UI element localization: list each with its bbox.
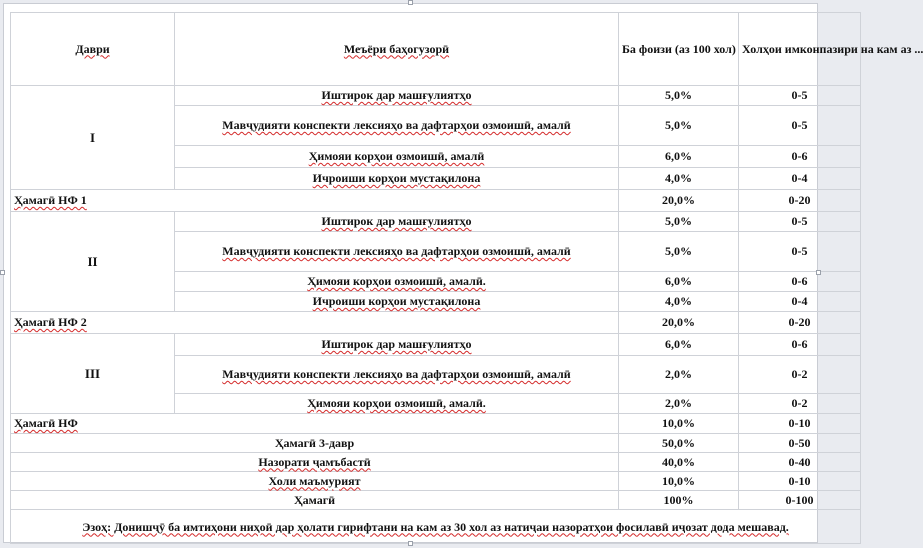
document-frame bbox=[3, 3, 923, 543]
percent-cell: 100% bbox=[619, 491, 739, 510]
points-cell: 0-100 bbox=[739, 491, 861, 510]
percent-cell: 20,0% bbox=[619, 190, 739, 212]
percent-cell: 5,0% bbox=[619, 86, 739, 106]
percent-cell: 5,0% bbox=[619, 212, 739, 232]
subtotal-row bbox=[11, 414, 861, 434]
percent-cell: 5,0% bbox=[619, 106, 739, 146]
points-cell: 0-10 bbox=[739, 472, 861, 491]
table-row bbox=[11, 86, 861, 106]
points-cell: 0-5 bbox=[739, 86, 861, 106]
points-cell: 0-6 bbox=[739, 146, 861, 168]
points-cell: 0-50 bbox=[739, 434, 861, 453]
points-cell: 0-5 bbox=[739, 212, 861, 232]
points-cell: 0-6 bbox=[739, 272, 861, 292]
points-cell: 0-2 bbox=[739, 394, 861, 414]
criteria-cell: Ҳимояи корҳои озмоишӣ, амалӣ. bbox=[175, 272, 619, 292]
points-cell: 0-4 bbox=[739, 168, 861, 190]
criteria-cell: Мавҷудияти конспекти лексияҳо ва дафтарҳои озмоишӣ, амалӣ bbox=[175, 232, 619, 272]
percent-cell: 10,0% bbox=[619, 472, 739, 491]
percent-cell: 40,0% bbox=[619, 453, 739, 472]
criteria-cell: Ҳимояи корҳои озмоишӣ, амалӣ. bbox=[175, 394, 619, 414]
summary-row bbox=[11, 453, 861, 472]
percent-cell: 20,0% bbox=[619, 312, 739, 334]
header-criteria: Меъёри баҳогузорӣ bbox=[175, 13, 619, 86]
criteria-cell: Иштирок дар машғулиятҳо bbox=[175, 334, 619, 356]
percent-cell: 4,0% bbox=[619, 292, 739, 312]
percent-cell: 6,0% bbox=[619, 272, 739, 292]
table-header-row bbox=[11, 13, 861, 86]
subtotal-label: Ҳамагӣ НФ 1 bbox=[11, 190, 619, 212]
points-cell: 0-20 bbox=[739, 190, 861, 212]
summary-label: Ҳамагӣ 3-давр bbox=[11, 434, 619, 453]
header-period: Даври bbox=[11, 13, 175, 86]
percent-cell: 2,0% bbox=[619, 394, 739, 414]
criteria-cell: Иштирок дар машғулиятҳо bbox=[175, 86, 619, 106]
summary-label: Холи маъмурият bbox=[11, 472, 619, 491]
criteria-cell: Иштирок дар машғулиятҳо bbox=[175, 212, 619, 232]
criteria-cell: Мавҷудияти конспекти лексияҳо ва дафтарҳои озмоишӣ, амалӣ bbox=[175, 356, 619, 394]
criteria-cell: Мавҷудияти конспекти лексияҳо ва дафтарҳои озмоишӣ, амалӣ bbox=[175, 106, 619, 146]
table-row bbox=[11, 334, 861, 356]
percent-cell: 6,0% bbox=[619, 334, 739, 356]
points-cell: 0-5 bbox=[739, 232, 861, 272]
table-row bbox=[11, 212, 861, 232]
percent-cell: 10,0% bbox=[619, 414, 739, 434]
percent-cell: 50,0% bbox=[619, 434, 739, 453]
period-cell: II bbox=[11, 212, 175, 312]
percent-cell: 2,0% bbox=[619, 356, 739, 394]
subtotal-label: Ҳамагӣ НФ bbox=[11, 414, 619, 434]
summary-label: Назорати ҷамъбастӣ bbox=[11, 453, 619, 472]
points-cell: 0-10 bbox=[739, 414, 861, 434]
points-cell: 0-40 bbox=[739, 453, 861, 472]
subtotal-row bbox=[11, 312, 861, 334]
points-cell: 0-20 bbox=[739, 312, 861, 334]
resize-handle-bottom[interactable] bbox=[408, 541, 413, 546]
criteria-cell: Ҳимояи корҳои озмоишӣ, амалӣ bbox=[175, 146, 619, 168]
points-cell: 0-2 bbox=[739, 356, 861, 394]
criteria-cell: Ичроиши корҳои мустақилона bbox=[175, 168, 619, 190]
note-row bbox=[11, 510, 861, 544]
resize-handle-top[interactable] bbox=[408, 0, 413, 5]
period-cell: III bbox=[11, 334, 175, 414]
header-percent: Ба фоизи (аз 100 хол) bbox=[619, 13, 739, 86]
summary-row bbox=[11, 434, 861, 453]
points-cell: 0-6 bbox=[739, 334, 861, 356]
points-cell: 0-5 bbox=[739, 106, 861, 146]
resize-handle-right[interactable] bbox=[816, 270, 821, 275]
header-points: Холҳои имконпазири на кам аз ... bbox=[739, 13, 861, 86]
resize-handle-left[interactable] bbox=[0, 270, 5, 275]
subtotal-row bbox=[11, 190, 861, 212]
percent-cell: 6,0% bbox=[619, 146, 739, 168]
period-cell: I bbox=[11, 86, 175, 190]
summary-row bbox=[11, 472, 861, 491]
percent-cell: 4,0% bbox=[619, 168, 739, 190]
subtotal-label: Ҳамагӣ НФ 2 bbox=[11, 312, 619, 334]
criteria-cell: Ичроиши корҳои мустақилона bbox=[175, 292, 619, 312]
points-cell: 0-4 bbox=[739, 292, 861, 312]
summary-label: Ҳамагӣ bbox=[11, 491, 619, 510]
summary-row bbox=[11, 491, 861, 510]
footnote: Эзоҳ: Донишҷӯ ба имтиҳони ниҳоӣ дар ҳолати гирифтани на кам аз 30 хол аз натиҷаи назоратҳои фосилавӣ иҷозат дода мешавад. bbox=[11, 510, 861, 544]
grading-table bbox=[10, 12, 923, 544]
percent-cell: 5,0% bbox=[619, 232, 739, 272]
